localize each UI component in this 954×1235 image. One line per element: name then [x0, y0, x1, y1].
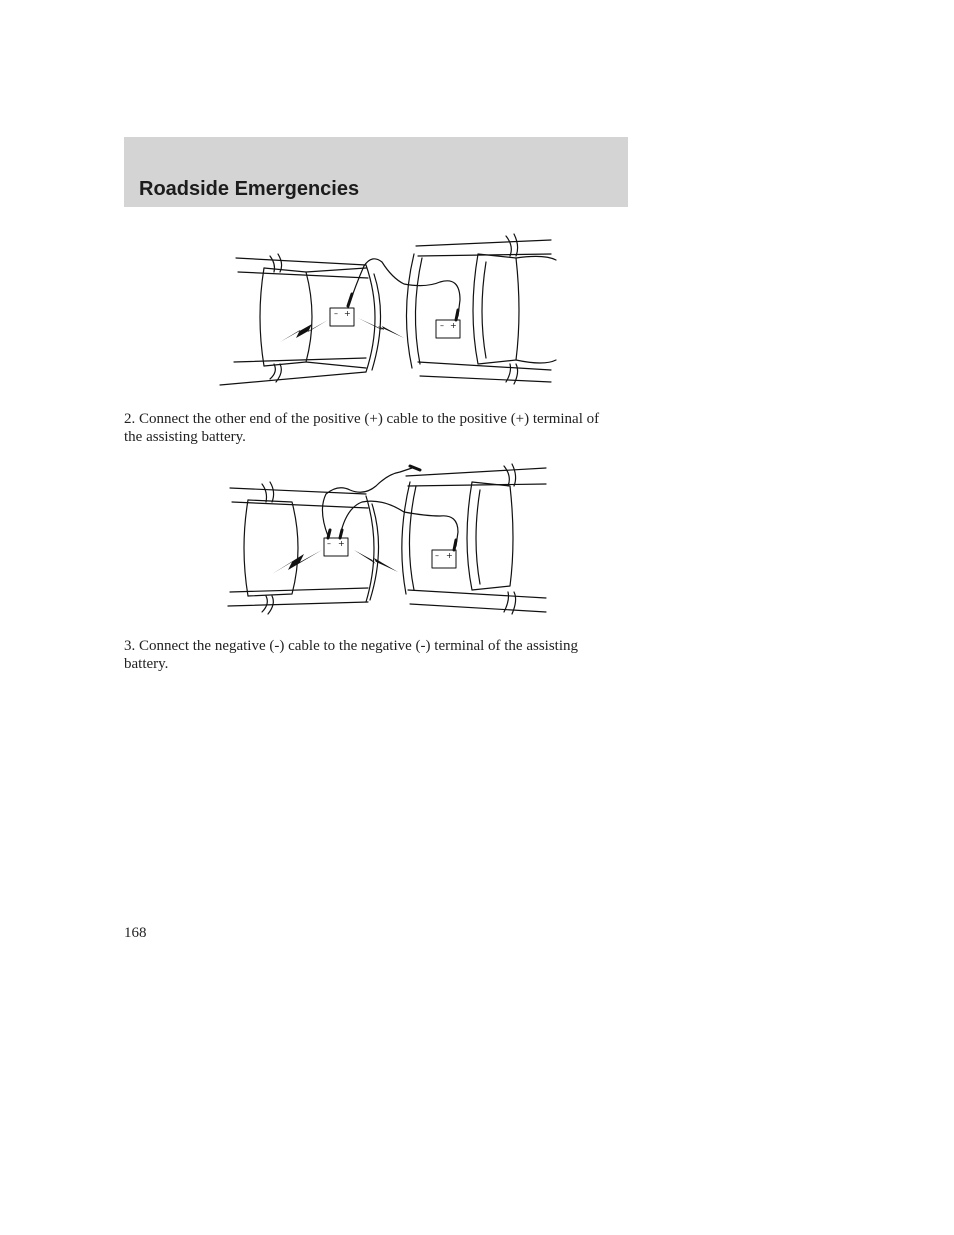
jump-start-diagram-1 [216, 232, 560, 398]
battery-assisting [432, 550, 456, 568]
step-2-instruction: 2. Connect the other end of the positive (+) cable to the positive (+) terminal of the assisting battery. [124, 411, 600, 445]
assisting-car [406, 234, 556, 384]
spark-icon [280, 318, 404, 342]
assisting-car [402, 464, 546, 614]
svg-text:+: + [338, 539, 345, 548]
disabled-car [220, 254, 381, 385]
step-3-instruction: 3. Connect the negative (-) cable to the negative (-) terminal of the assisting battery. [124, 638, 579, 672]
jumper-cables [322, 466, 458, 550]
svg-text:+: + [344, 309, 351, 318]
svg-text:–: – [440, 321, 444, 330]
svg-text:–: – [334, 309, 338, 318]
spark-icon [272, 550, 398, 574]
page-number: 168 [124, 925, 147, 941]
battery-assisting [436, 320, 460, 338]
section-header [124, 137, 628, 207]
jump-start-diagram-2 [226, 460, 552, 624]
svg-text:+: + [446, 551, 453, 560]
svg-text:+: + [450, 321, 457, 330]
disabled-car [228, 482, 379, 614]
svg-text:–: – [327, 539, 331, 548]
section-title: Roadside Emergencies [139, 178, 360, 200]
battery-disabled [324, 538, 348, 556]
battery-disabled [330, 308, 354, 326]
svg-text:–: – [435, 551, 439, 560]
